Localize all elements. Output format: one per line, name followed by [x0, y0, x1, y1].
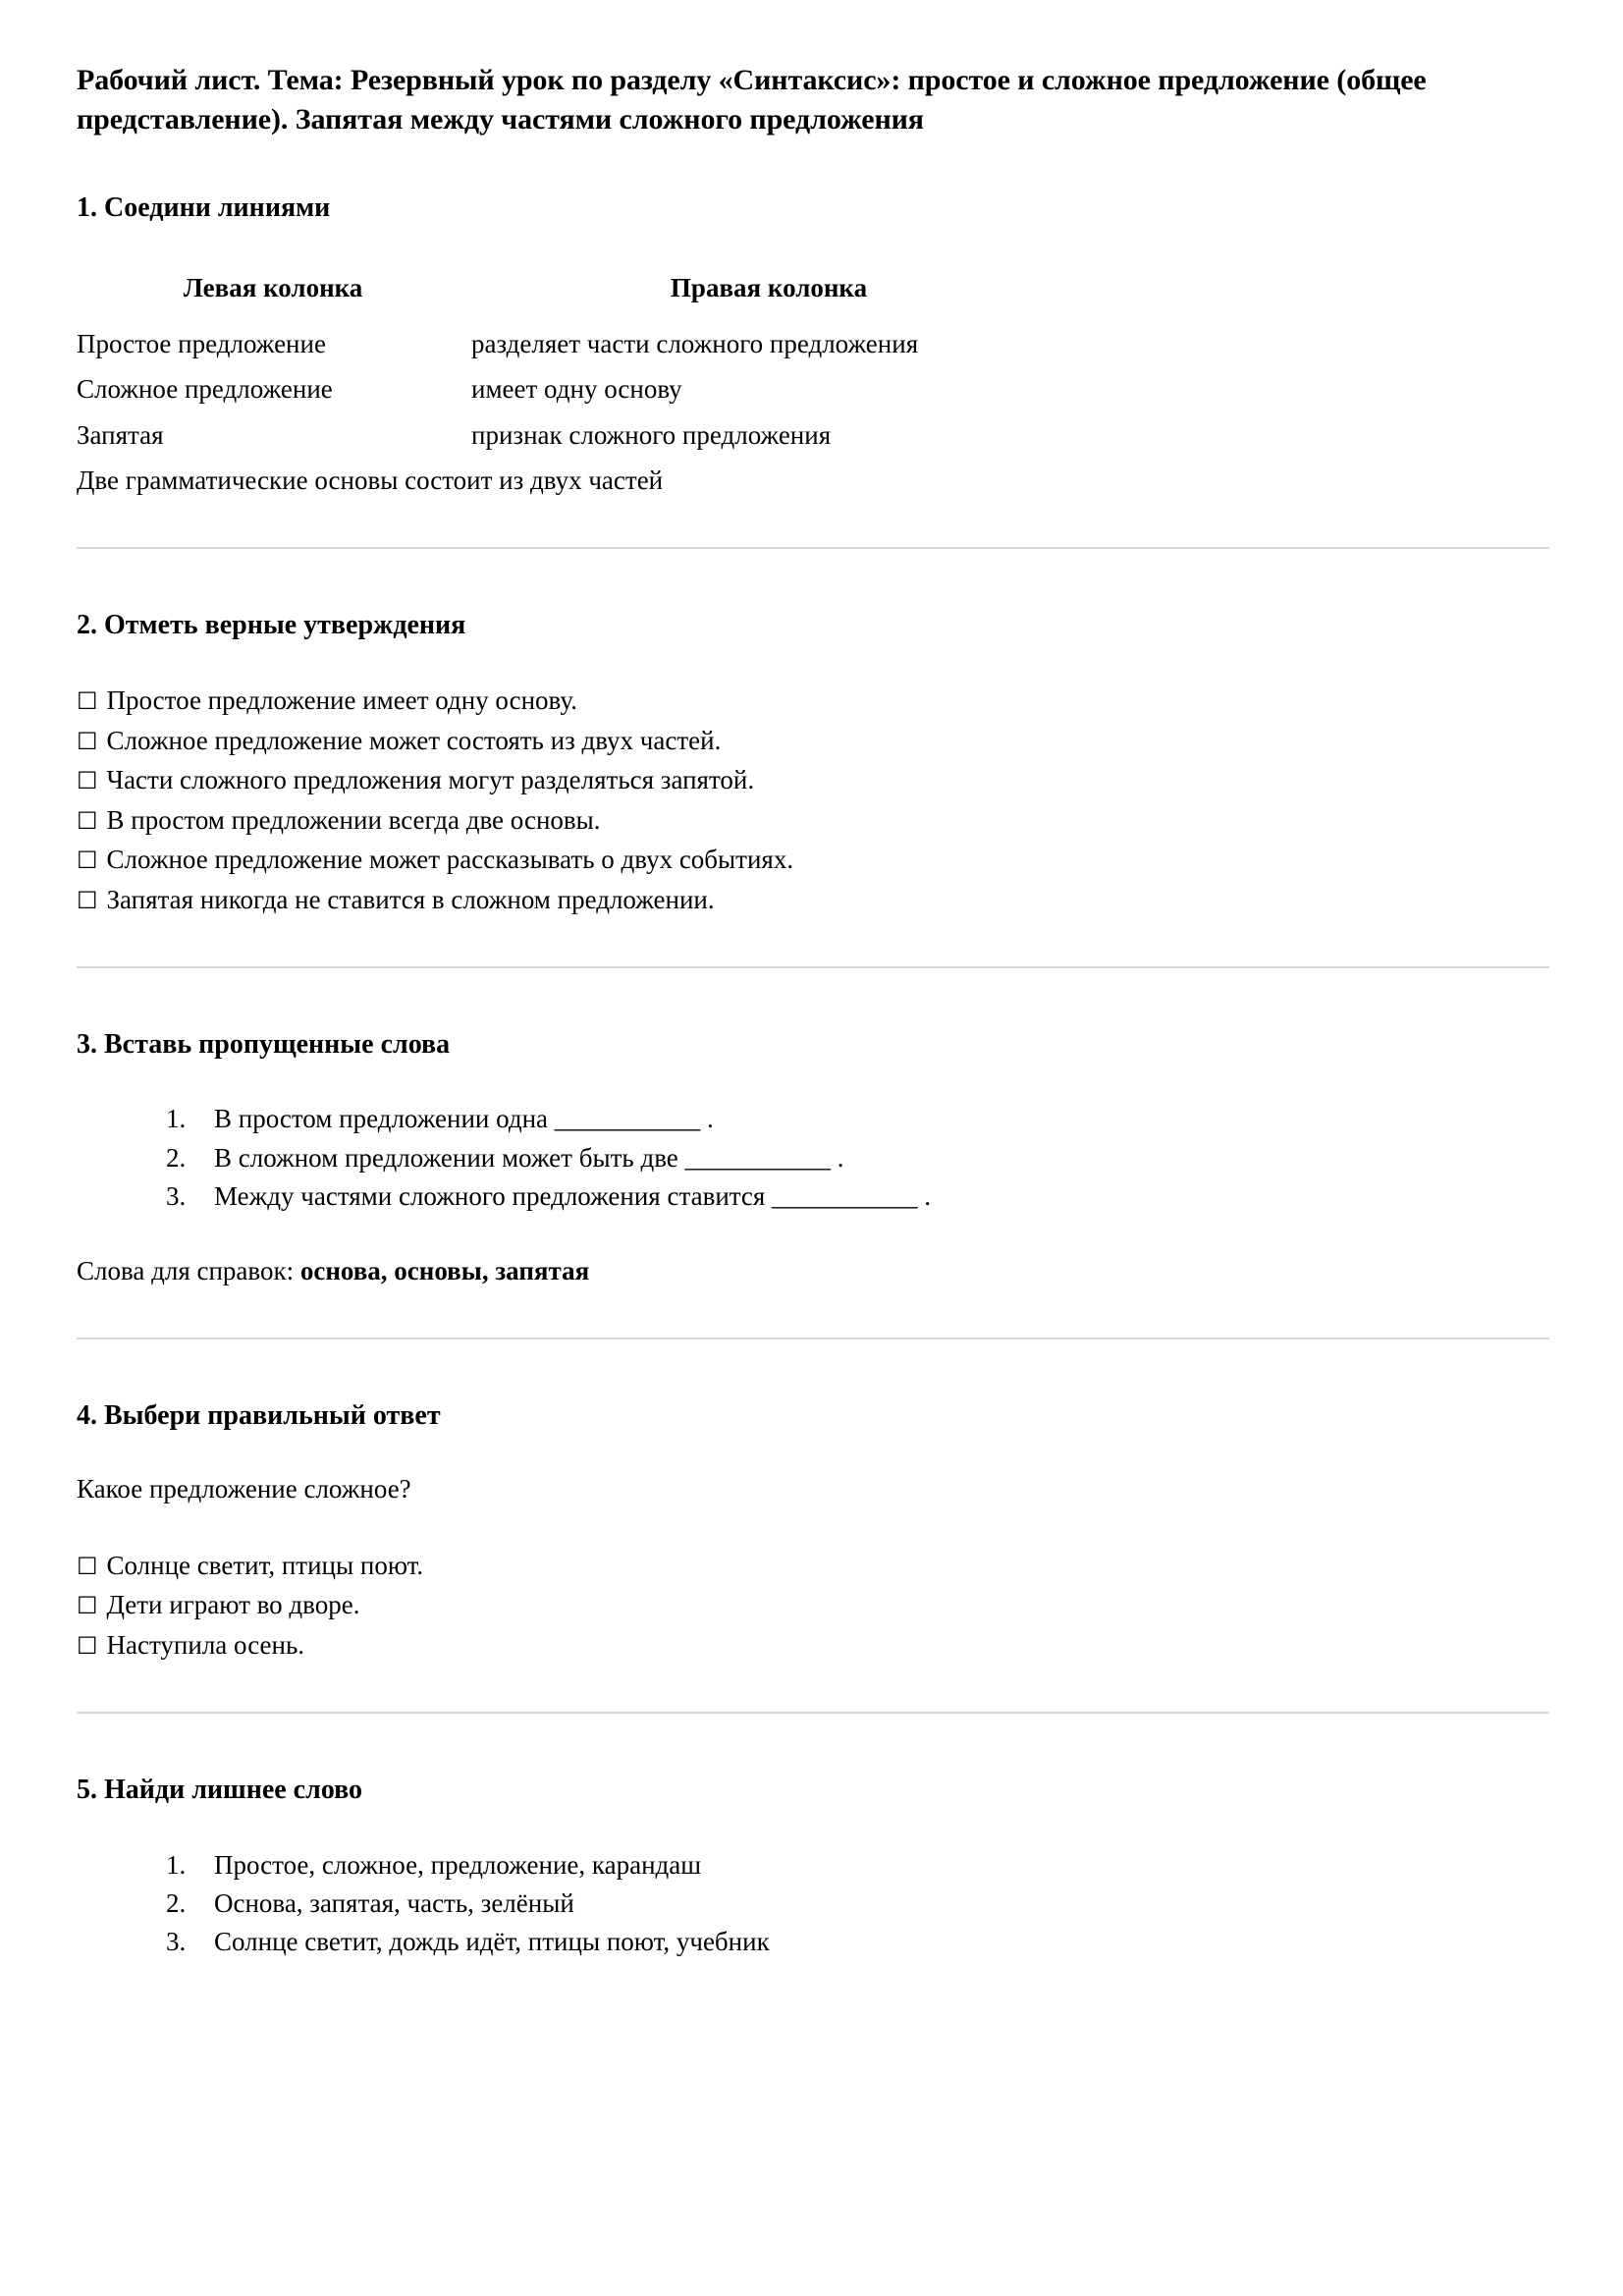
column-header-right: Правая колонка	[670, 272, 868, 302]
spacer	[77, 549, 1546, 608]
option-text: Солнце светит, птицы поют.	[106, 1550, 424, 1580]
statement-text: Сложное предложение может состоять из двух частей.	[106, 725, 722, 755]
section-4-question: Какое предложение сложное?	[77, 1474, 411, 1504]
section-2-statement-list	[77, 681, 1546, 919]
match-right-item[interactable]: признак сложного предложения	[471, 419, 832, 450]
spacer	[77, 1216, 1546, 1253]
matching-table	[77, 272, 1068, 504]
reference-words-line	[77, 1253, 1546, 1290]
section-5-odd-word-list	[77, 1846, 1546, 1961]
checkbox-icon[interactable]: ☐	[77, 1631, 98, 1660]
spacer	[77, 968, 1546, 1027]
match-last-row[interactable]: Две грамматические основы состоит из двух частей	[77, 465, 664, 496]
match-left-item[interactable]: Простое предложение	[77, 328, 326, 358]
table-row[interactable]	[77, 458, 1068, 504]
fill-blank-item[interactable]: 1. В простом предложении одна ___________ .	[192, 1100, 1546, 1138]
section-1-heading: 1. Соедини линиями	[77, 192, 331, 224]
checkbox-list-item[interactable]	[77, 840, 1546, 880]
match-left-item[interactable]: Запятая	[77, 419, 164, 450]
statement-text: В простом предложении всегда две основы.	[106, 804, 601, 835]
section-4-heading: 4. Выбери правильный ответ	[77, 1399, 441, 1431]
statement-text: Части сложного предложения могут разделяться запятой.	[106, 765, 755, 795]
section-3-fill-list	[77, 1100, 1546, 1215]
checkbox-list-item[interactable]	[77, 800, 1546, 841]
reference-label: Слова для справок:	[77, 1255, 300, 1285]
fill-blank-item[interactable]: 3. Между частями сложного предложения ставится ___________ .	[192, 1177, 1546, 1216]
checkbox-list-item[interactable]	[77, 1625, 1546, 1666]
match-right-item[interactable]: разделяет части сложного предложения	[471, 328, 919, 358]
odd-word-item[interactable]: 1. Простое, сложное, предложение, карандаш	[192, 1846, 1546, 1885]
table-row[interactable]	[77, 412, 1068, 459]
table-header-row	[77, 272, 1068, 321]
checkbox-icon[interactable]: ☐	[77, 886, 98, 914]
spacer	[77, 1290, 1546, 1338]
checkbox-list-item[interactable]	[77, 721, 1546, 761]
checkbox-icon[interactable]: ☐	[77, 727, 98, 755]
checkbox-list-item[interactable]	[77, 880, 1546, 920]
reference-words: основа, основы, запятая	[299, 1255, 590, 1285]
checkbox-icon[interactable]: ☐	[77, 1552, 98, 1580]
spacer	[77, 1434, 1546, 1471]
section-3-heading: 3. Вставь пропущенные слова	[77, 1029, 451, 1061]
checkbox-icon[interactable]: ☐	[77, 767, 98, 795]
checkbox-icon[interactable]: ☐	[77, 687, 98, 716]
spacer	[77, 1508, 1546, 1546]
checkbox-list-item[interactable]	[77, 760, 1546, 800]
match-left-item[interactable]: Сложное предложение	[77, 374, 333, 405]
checkbox-icon[interactable]: ☐	[77, 1592, 98, 1620]
spacer	[77, 1339, 1546, 1398]
checkbox-icon[interactable]: ☐	[77, 806, 98, 835]
checkbox-list-item[interactable]	[77, 1585, 1546, 1625]
checkbox-list-item[interactable]	[77, 1546, 1546, 1586]
odd-word-item[interactable]: 2. Основа, запятая, часть, зелёный	[192, 1885, 1546, 1923]
checkbox-list-item[interactable]	[77, 681, 1546, 721]
odd-word-item[interactable]: 3. Солнце светит, дождь идёт, птицы поют, учебник	[192, 1923, 1546, 1961]
spacer	[77, 643, 1546, 681]
section-4-option-list	[77, 1546, 1546, 1666]
spacer	[77, 1714, 1546, 1773]
fill-blank-item[interactable]: 2. В сложном предложении может быть две ___________ .	[192, 1139, 1546, 1177]
spacer	[77, 1063, 1546, 1100]
match-right-item[interactable]: имеет одну основу	[471, 374, 682, 405]
section-5-heading: 5. Найди лишнее слово	[77, 1775, 363, 1806]
option-text: Дети играют во дворе.	[106, 1590, 360, 1620]
spacer	[77, 227, 1546, 272]
section-2-heading: 2. Отметь верные утверждения	[77, 609, 466, 640]
spacer	[77, 919, 1546, 966]
page-title: Рабочий лист. Тема: Резервный урок по разделу «Синтаксис»: простое и сложное предложение (общее представление). Запятая между частями сложного предложения	[77, 64, 1427, 137]
table-row[interactable]	[77, 366, 1068, 412]
spacer	[77, 1809, 1546, 1846]
table-row[interactable]	[77, 321, 1068, 367]
checkbox-icon[interactable]: ☐	[77, 847, 98, 875]
statement-text: Простое предложение имеет одну основу.	[106, 685, 577, 716]
statement-text: Запятая никогда не ставится в сложном предложении.	[106, 884, 715, 914]
option-text: Наступила осень.	[106, 1629, 305, 1660]
spacer	[77, 139, 1546, 191]
statement-text: Сложное предложение может рассказывать о двух событиях.	[106, 845, 794, 875]
spacer	[77, 1665, 1546, 1712]
column-header-left: Левая колонка	[183, 272, 363, 302]
spacer	[77, 504, 1546, 547]
